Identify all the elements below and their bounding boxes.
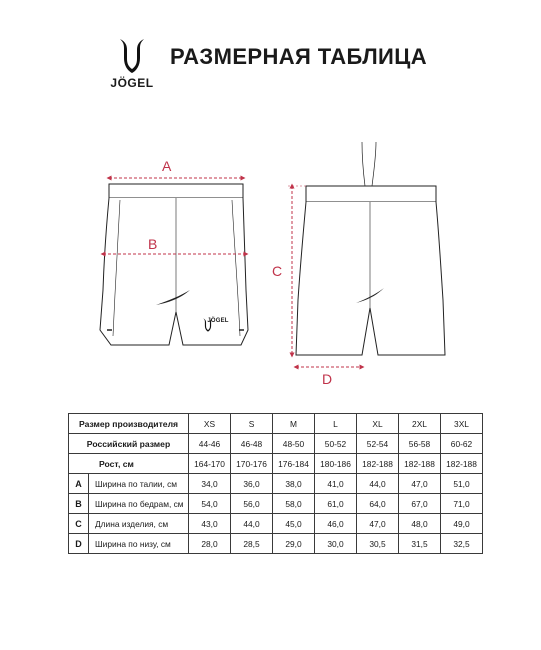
table-cell: 51,0 bbox=[441, 474, 483, 494]
shorts-drawing bbox=[0, 140, 541, 390]
row-letter: A bbox=[69, 474, 89, 494]
height-row-cell: 176-184 bbox=[273, 454, 315, 474]
diagram-brand-logo bbox=[202, 318, 234, 324]
table-cell: 44,0 bbox=[231, 514, 273, 534]
table-cell: 41,0 bbox=[315, 474, 357, 494]
row-letter: C bbox=[69, 514, 89, 534]
back-view bbox=[296, 142, 445, 355]
brand-logo-icon bbox=[117, 38, 147, 74]
page-title: РАЗМЕРНАЯ ТАБЛИЦА bbox=[170, 44, 427, 69]
table-row bbox=[69, 474, 483, 494]
height-row-cell: 164-170 bbox=[189, 454, 231, 474]
table-cell: 32,5 bbox=[441, 534, 483, 554]
shorts-diagrams bbox=[0, 140, 541, 390]
table-cell: 58,0 bbox=[273, 494, 315, 514]
table-cell: 47,0 bbox=[357, 514, 399, 534]
dimension-b-label: B bbox=[148, 236, 158, 252]
table-cell: 38,0 bbox=[273, 474, 315, 494]
row-letter: B bbox=[69, 494, 89, 514]
height-row-cell: 182-188 bbox=[357, 454, 399, 474]
brand-name: JÖGEL bbox=[110, 76, 154, 90]
table-cell: 67,0 bbox=[399, 494, 441, 514]
table-cell: 56,0 bbox=[231, 494, 273, 514]
table-cell: 64,0 bbox=[357, 494, 399, 514]
size-header-row-cell: XL bbox=[357, 414, 399, 434]
dimension-a-label: A bbox=[162, 158, 172, 174]
russian-size-row-cell: 46-48 bbox=[231, 434, 273, 454]
size-header-row-cell: XS bbox=[189, 414, 231, 434]
table-cell: 49,0 bbox=[441, 514, 483, 534]
table-cell: 45,0 bbox=[273, 514, 315, 534]
height-row-cell: 182-188 bbox=[399, 454, 441, 474]
table-cell: 48,0 bbox=[399, 514, 441, 534]
dimension-d-label: D bbox=[322, 371, 333, 387]
table-cell: 30,0 bbox=[315, 534, 357, 554]
height-row bbox=[69, 454, 483, 474]
row-letter: D bbox=[69, 534, 89, 554]
size-header-row-cell: L bbox=[315, 414, 357, 434]
size-header-row-cell: S bbox=[231, 414, 273, 434]
size-table-body bbox=[69, 414, 483, 554]
table-row bbox=[69, 494, 483, 514]
size-header-row bbox=[69, 414, 483, 434]
table-cell: 54,0 bbox=[189, 494, 231, 514]
table-cell: 29,0 bbox=[273, 534, 315, 554]
table-cell: 46,0 bbox=[315, 514, 357, 534]
dimension-c-label: C bbox=[272, 263, 283, 279]
row-parameter: Ширина по низу, см bbox=[89, 534, 189, 554]
size-header-row-label: Размер производителя bbox=[69, 414, 189, 434]
table-cell: 28,0 bbox=[189, 534, 231, 554]
table-cell: 28,5 bbox=[231, 534, 273, 554]
diagram-brand-name: JÖGEL bbox=[207, 318, 229, 324]
russian-size-row-cell: 48-50 bbox=[273, 434, 315, 454]
table-row bbox=[69, 534, 483, 554]
size-table bbox=[68, 413, 483, 554]
height-row-cell: 170-176 bbox=[231, 454, 273, 474]
russian-size-row-label: Российский размер bbox=[69, 434, 189, 454]
height-row-cell: 180-186 bbox=[315, 454, 357, 474]
row-parameter: Длина изделия, см bbox=[89, 514, 189, 534]
size-header-row-cell: M bbox=[273, 414, 315, 434]
russian-size-row-cell: 44-46 bbox=[189, 434, 231, 454]
russian-size-row-cell: 50-52 bbox=[315, 434, 357, 454]
size-header-row-cell: 3XL bbox=[441, 414, 483, 434]
table-cell: 30,5 bbox=[357, 534, 399, 554]
russian-size-row-cell: 56-58 bbox=[399, 434, 441, 454]
brand-logo-icon bbox=[202, 318, 214, 332]
table-cell: 36,0 bbox=[231, 474, 273, 494]
table-cell: 44,0 bbox=[357, 474, 399, 494]
table-cell: 71,0 bbox=[441, 494, 483, 514]
table-cell: 34,0 bbox=[189, 474, 231, 494]
russian-size-row-cell: 60-62 bbox=[441, 434, 483, 454]
brand-logo bbox=[104, 38, 160, 90]
row-parameter: Ширина по бедрам, см bbox=[89, 494, 189, 514]
table-cell: 31,5 bbox=[399, 534, 441, 554]
height-row-cell: 182-188 bbox=[441, 454, 483, 474]
table-cell: 61,0 bbox=[315, 494, 357, 514]
height-row-label: Рост, см bbox=[69, 454, 189, 474]
russian-size-row bbox=[69, 434, 483, 454]
row-parameter: Ширина по талии, см bbox=[89, 474, 189, 494]
table-cell: 43,0 bbox=[189, 514, 231, 534]
size-header-row-cell: 2XL bbox=[399, 414, 441, 434]
table-row bbox=[69, 514, 483, 534]
table-cell: 47,0 bbox=[399, 474, 441, 494]
russian-size-row-cell: 52-54 bbox=[357, 434, 399, 454]
